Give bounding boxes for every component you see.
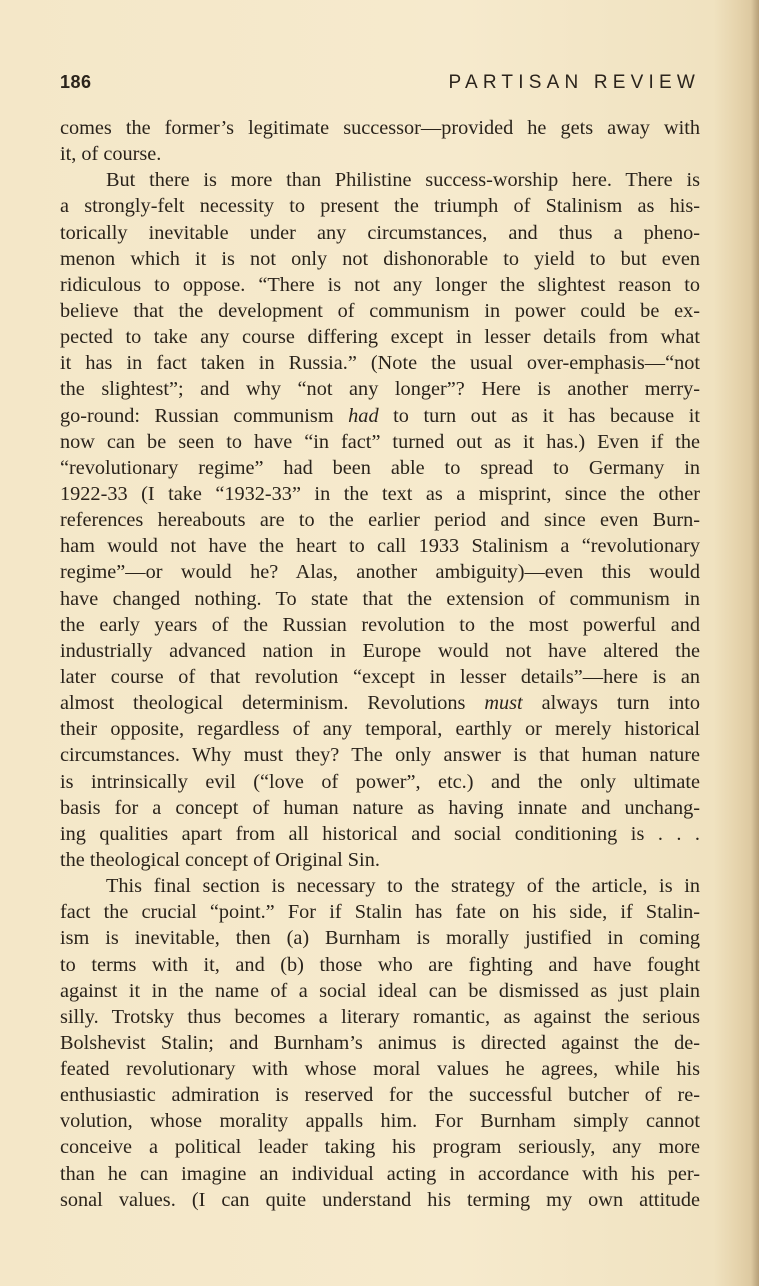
text-line: volution, whose morality appalls him. For Burnham simply cannot — [60, 1110, 700, 1133]
text-line: This final section is necessary to the strategy of the article, is in — [106, 875, 700, 898]
text-line: conceive a political leader taking his program seriously, any more — [60, 1136, 700, 1159]
text-line: Bolshevist Stalin; and Burnham’s animus is directed against the de- — [60, 1031, 700, 1054]
body-text — [60, 115, 700, 1213]
text-line: torically inevitable under any circumstances, and thus a pheno- — [60, 221, 700, 244]
text-line: the theological concept of Original Sin. — [60, 848, 380, 871]
text-line: silly. Trotsky thus becomes a literary romantic, as against the serious — [60, 1005, 700, 1028]
text-line: a strongly-felt necessity to present the triumph of Stalinism as his- — [60, 195, 700, 218]
text-line: feated revolutionary with whose moral values he agrees, while his — [60, 1058, 700, 1081]
text-line: menon which it is not only not dishonorable to yield to but even — [60, 247, 700, 270]
text-line: have changed nothing. To state that the extension of communism in — [60, 587, 700, 610]
text-line: But there is more than Philistine success-worship here. There is — [106, 169, 700, 192]
text-line: later course of that revolution “except in lesser details”—here is an — [60, 665, 700, 688]
text-line: sonal values. (I can quite understand his terming my own attitude — [60, 1188, 700, 1211]
page-header — [60, 72, 700, 102]
text-line: go-round: Russian communism had to turn out as it has because it — [60, 404, 700, 427]
running-head: PARTISAN REVIEW — [448, 72, 700, 93]
text-line: industrially advanced nation in Europe would not have altered the — [60, 639, 700, 662]
text-line: to terms with it, and (b) those who are fighting and have fought — [60, 953, 700, 976]
text-line: circumstances. Why must they? The only answer is that human nature — [60, 744, 700, 767]
text-line: the slightest”; and why “not any longer”? Here is another merry- — [60, 378, 700, 401]
text-line: it, of course. — [60, 143, 162, 166]
text-line: basis for a concept of human nature as having innate and unchang- — [60, 796, 700, 819]
text-line: their opposite, regardless of any temporal, earthly or merely historical — [60, 718, 700, 741]
text-line: references hereabouts are to the earlier period and since even Burn- — [60, 509, 700, 532]
text-line: “revolutionary regime” had been able to spread to Germany in — [60, 456, 700, 479]
text-line: is intrinsically evil (“love of power”, etc.) and the only ultimate — [60, 770, 700, 793]
text-line: now can be seen to have “in fact” turned out as it has.) Even if the — [60, 430, 700, 453]
text-line: ism is inevitable, then (a) Burnham is morally justified in coming — [60, 927, 700, 950]
text-line: ing qualities apart from all historical and social conditioning is . . . — [60, 822, 700, 845]
text-line: ridiculous to oppose. “There is not any longer the slightest reason to — [60, 273, 700, 296]
text-line: enthusiastic admiration is reserved for the successful butcher of re- — [60, 1084, 700, 1107]
text-line: comes the former’s legitimate successor—provided he gets away with — [60, 117, 700, 139]
page-edge-shadow — [751, 0, 759, 1286]
text-line: pected to take any course differing except in lesser details from what — [60, 326, 700, 349]
text-line: the early years of the Russian revolution to the most powerful and — [60, 613, 700, 636]
text-line: 1922-33 (I take “1932-33” in the text as a misprint, since the other — [60, 482, 700, 505]
text-line: it has in fact taken in Russia.” (Note the usual over-emphasis—“not — [60, 352, 700, 375]
text-line: ham would not have the heart to call 1933 Stalinism a “revolutionary — [60, 535, 700, 558]
text-line: against it in the name of a social ideal can be dismissed as just plain — [60, 979, 700, 1002]
text-line: than he can imagine an individual acting in accordance with his per- — [60, 1162, 700, 1185]
text-line: fact the crucial “point.” For if Stalin has fate on his side, if Stalin- — [60, 901, 700, 924]
text-line: almost theological determinism. Revolutions must always turn into — [60, 692, 700, 715]
text-line: regime”—or would he? Alas, another ambiguity)—even this would — [60, 561, 700, 584]
text-line: believe that the development of communism in power could be ex- — [60, 299, 700, 322]
page-number: 186 — [60, 72, 92, 92]
